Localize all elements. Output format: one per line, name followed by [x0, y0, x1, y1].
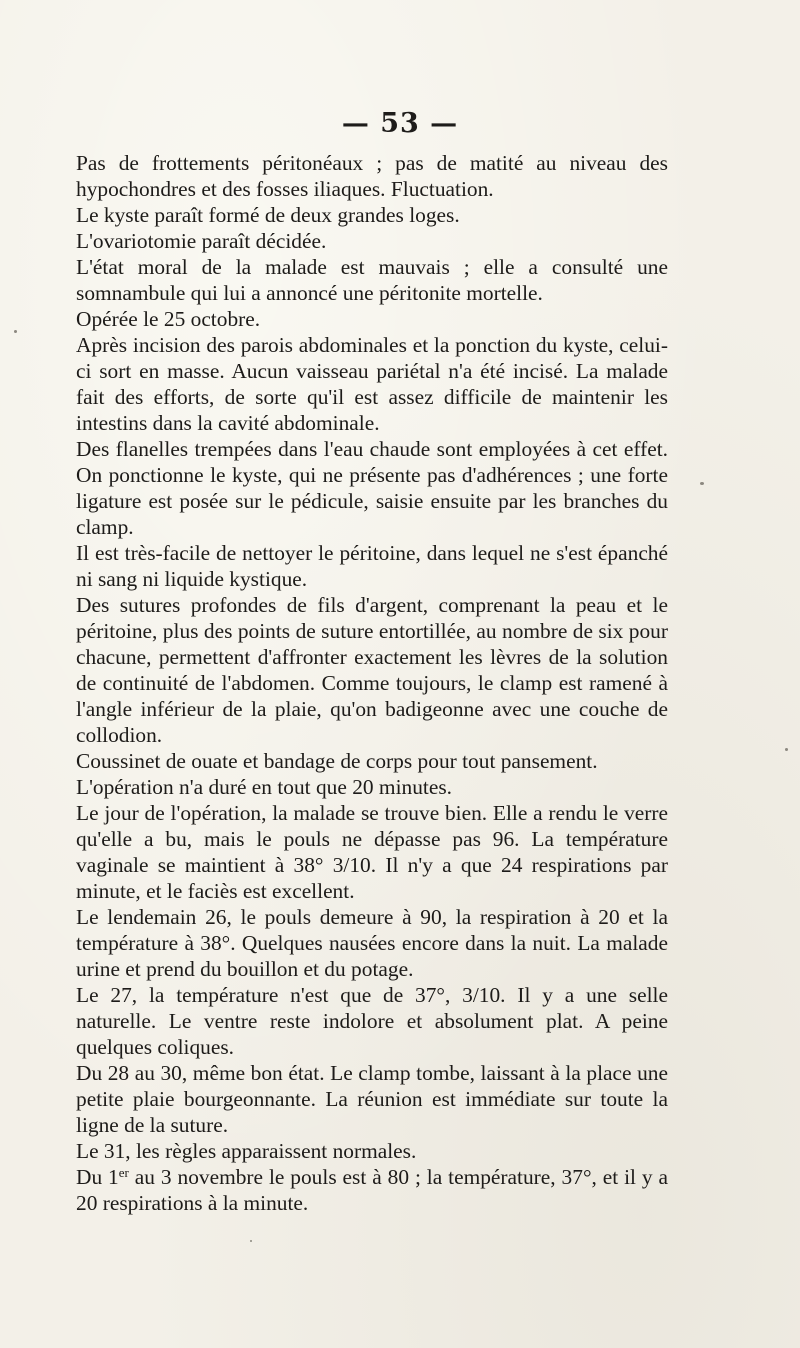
paragraph: Le 27, la température n'est que de 37°, 3/10. Il y a une selle naturelle. Le ventre reste indolore et absolument plat. A peine quelques coliques.: [76, 983, 668, 1059]
paragraph: L'opération n'a duré en tout que 20 minutes.: [76, 775, 453, 799]
paragraph: Des flanelles trempées dans l'eau chaude sont employées à cet effet. On ponctionne le kyste, qui ne présente pas d'adhérences ; une forte ligature est posée sur le pédicule, saisie ensuite par les branches du clamp.: [76, 437, 668, 539]
paragraph-last: [76, 1164, 668, 1216]
paragraph: Pas de frottements péritonéaux ; pas de matité au niveau des hypochondres et des fosses iliaques. Fluctuation.: [76, 151, 668, 201]
paper-speck: [250, 1240, 252, 1242]
paragraph: Du 28 au 30, même bon état. Le clamp tombe, laissant à la place une petite plaie bourgeonnante. La réunion est immédiate sur toute la ligne de la suture.: [76, 1061, 668, 1137]
page-number: — 53 —: [341, 108, 459, 139]
paper-speck: [785, 748, 788, 751]
paper-speck: [14, 330, 17, 333]
text-run: Du 1: [76, 1165, 119, 1189]
text-run: au 3 novembre le pouls est à 80 ; la température, 37°, et il y a 20 respirations à la minute.: [76, 1165, 669, 1215]
paragraph: Opérée le 25 octobre.: [76, 307, 261, 331]
paragraph: Le kyste paraît formé de deux grandes loges.: [76, 203, 460, 227]
paper-speck: [700, 482, 704, 485]
paragraph: L'état moral de la malade est mauvais ; elle a consulté une somnambule qui lui a annoncé une péritonite mortelle.: [76, 255, 668, 305]
paragraph: Le 31, les règles apparaissent normales.: [76, 1139, 417, 1163]
paragraph: Coussinet de ouate et bandage de corps pour tout pansement.: [76, 749, 598, 773]
body-text: [76, 150, 668, 1216]
superscript: er: [118, 1165, 129, 1180]
paragraph: Le lendemain 26, le pouls demeure à 90, la respiration à 20 et la température à 38°. Quelques nausées encore dans la nuit. La malade urine et prend du bouillon et du potage.: [76, 905, 668, 981]
paragraph: Le jour de l'opération, la malade se trouve bien. Elle a rendu le verre qu'elle a bu, mais le pouls ne dépasse pas 96. La température vaginale se maintient à 38° 3/10. Il n'y a que 24 respirations par minute, et le faciès est excellent.: [76, 801, 668, 903]
paragraph: Des sutures profondes de fils d'argent, comprenant la peau et le péritoine, plus des points de suture entortillée, au nombre de six pour chacune, permettent d'affronter exactement les lèvres de la solution de continuité de l'abdomen. Comme toujours, le clamp est ramené à l'angle inférieur de la plaie, qu'on badigeonne avec une couche de collodion.: [76, 593, 668, 747]
paragraph: Il est très-facile de nettoyer le péritoine, dans lequel ne s'est épanché ni sang ni liquide kystique.: [76, 541, 668, 591]
paragraph: Après incision des parois abdominales et la ponction du kyste, celui-ci sort en masse. Aucun vaisseau pariétal n'a été incisé. La malade fait des efforts, de sorte qu'il est assez difficile de maintenir les intestins dans la cavité abdominale.: [76, 333, 668, 435]
paragraph: L'ovariotomie paraît décidée.: [76, 229, 327, 253]
